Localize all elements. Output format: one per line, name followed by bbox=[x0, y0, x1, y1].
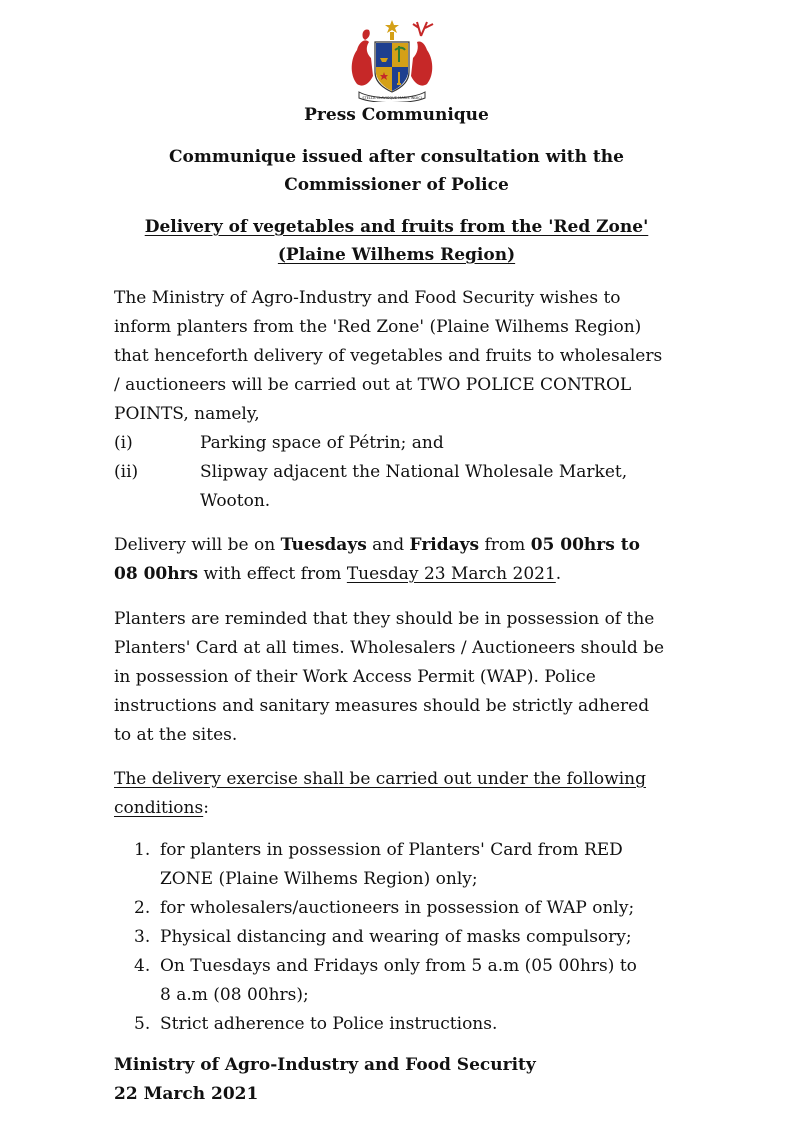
condition-line: On Tuesdays and Fridays only from 5 a.m (05 00hrs) to bbox=[160, 956, 637, 976]
coat-of-arms-logo bbox=[343, 14, 441, 102]
day-fridays: Fridays bbox=[409, 535, 480, 555]
condition-text bbox=[160, 1010, 684, 1039]
condition-line: 8 a.m (08 00hrs); bbox=[160, 985, 309, 1005]
ministry-name: Ministry of Agro-Industry and Food Security bbox=[114, 1055, 536, 1075]
signature-block bbox=[114, 1051, 684, 1109]
condition-text bbox=[160, 894, 684, 923]
schedule-line-1 bbox=[114, 531, 684, 560]
issue-date: 22 March 2021 bbox=[114, 1084, 259, 1104]
condition-item bbox=[114, 894, 684, 923]
heading-text-2: (Plaine Wilhems Region) bbox=[277, 245, 516, 265]
condition-item bbox=[114, 923, 684, 952]
intro-paragraph bbox=[114, 284, 684, 429]
condition-line: Strict adherence to Police instructions. bbox=[160, 1014, 498, 1034]
list-number: 2. bbox=[134, 898, 151, 918]
condition-line: ZONE (Plaine Wilhems Region) only; bbox=[160, 869, 478, 889]
intro-line: inform planters from the 'Red Zone' (Plaine Wilhems Region) bbox=[114, 317, 642, 337]
subtitle-line-2: Commissioner of Police bbox=[284, 175, 509, 195]
heading-text: conditions bbox=[114, 798, 204, 818]
intro-line: POINTS, namely, bbox=[114, 404, 260, 424]
reminder-line: to at the sites. bbox=[114, 725, 238, 745]
condition-item bbox=[114, 1010, 684, 1039]
heading-line-1 bbox=[0, 213, 793, 241]
conditions-heading bbox=[114, 765, 684, 823]
control-point-item-cont bbox=[114, 487, 684, 516]
heading-line-2 bbox=[0, 241, 793, 269]
time-end: 08 00hrs bbox=[114, 564, 199, 584]
list-number: 1. bbox=[134, 840, 151, 860]
colon: : bbox=[203, 798, 209, 818]
text: . bbox=[555, 564, 562, 584]
condition-item bbox=[114, 836, 684, 894]
day-tuesdays: Tuesdays bbox=[280, 535, 367, 555]
list-number: 3. bbox=[134, 927, 151, 947]
condition-text bbox=[160, 923, 684, 952]
list-marker: (ii) bbox=[114, 462, 139, 482]
intro-line: / auctioneers will be carried out at TWO POLICE CONTROL bbox=[114, 375, 632, 395]
control-point-item bbox=[114, 458, 684, 487]
condition-text bbox=[160, 952, 684, 1010]
conditions-heading-line-2 bbox=[114, 794, 684, 823]
condition-line: Physical distancing and wearing of masks compulsory; bbox=[160, 927, 632, 947]
schedule-line-2 bbox=[114, 560, 684, 589]
heading-text-1: Delivery of vegetables and fruits from the 'Red Zone' bbox=[144, 217, 649, 237]
text: and bbox=[366, 535, 410, 555]
list-number: 4. bbox=[134, 956, 151, 976]
intro-line: The Ministry of Agro-Industry and Food Security wishes to bbox=[114, 288, 621, 308]
reminder-line: Planters are reminded that they should be in possession of the bbox=[114, 609, 655, 629]
list-item-text: Slipway adjacent the National Wholesale Market, bbox=[200, 462, 628, 482]
subtitle-line-1: Communique issued after consultation with the bbox=[169, 147, 624, 167]
effective-date: Tuesday 23 March 2021 bbox=[346, 564, 556, 584]
text: from bbox=[479, 535, 531, 555]
control-point-item bbox=[114, 429, 684, 458]
list-marker: (i) bbox=[114, 433, 133, 453]
conditions-heading-line-1 bbox=[114, 765, 684, 794]
page-title: Press Communique bbox=[304, 105, 489, 125]
condition-line: for wholesalers/auctioneers in possession of WAP only; bbox=[160, 898, 635, 918]
list-number: 5. bbox=[134, 1014, 151, 1034]
heading-text: The delivery exercise shall be carried out under the following bbox=[114, 769, 646, 789]
reminder-line: Planters' Card at all times. Wholesalers / Auctioneers should be bbox=[114, 638, 665, 658]
condition-item bbox=[114, 952, 684, 1010]
intro-line: that henceforth delivery of vegetables and fruits to wholesalers bbox=[114, 346, 663, 366]
text: with effect from bbox=[198, 564, 347, 584]
time-start: 05 00hrs to bbox=[530, 535, 640, 555]
crest-motto: STELLA CLAVISQUE MARIS INDICI bbox=[362, 96, 422, 100]
conditions-list bbox=[114, 836, 684, 1039]
reminder-line: in possession of their Work Access Permit (WAP). Police bbox=[114, 667, 596, 687]
text: Delivery will be on bbox=[114, 535, 281, 555]
list-item-text: Wooton. bbox=[200, 491, 271, 511]
list-item-text: Parking space of Pétrin; and bbox=[200, 433, 444, 453]
reminder-line: instructions and sanitary measures should be strictly adhered bbox=[114, 696, 650, 716]
reminder-paragraph bbox=[114, 605, 684, 750]
condition-text bbox=[160, 836, 684, 894]
delivery-schedule-paragraph bbox=[114, 531, 684, 589]
condition-line: for planters in possession of Planters' Card from RED bbox=[160, 840, 623, 860]
control-points-list bbox=[114, 429, 684, 516]
